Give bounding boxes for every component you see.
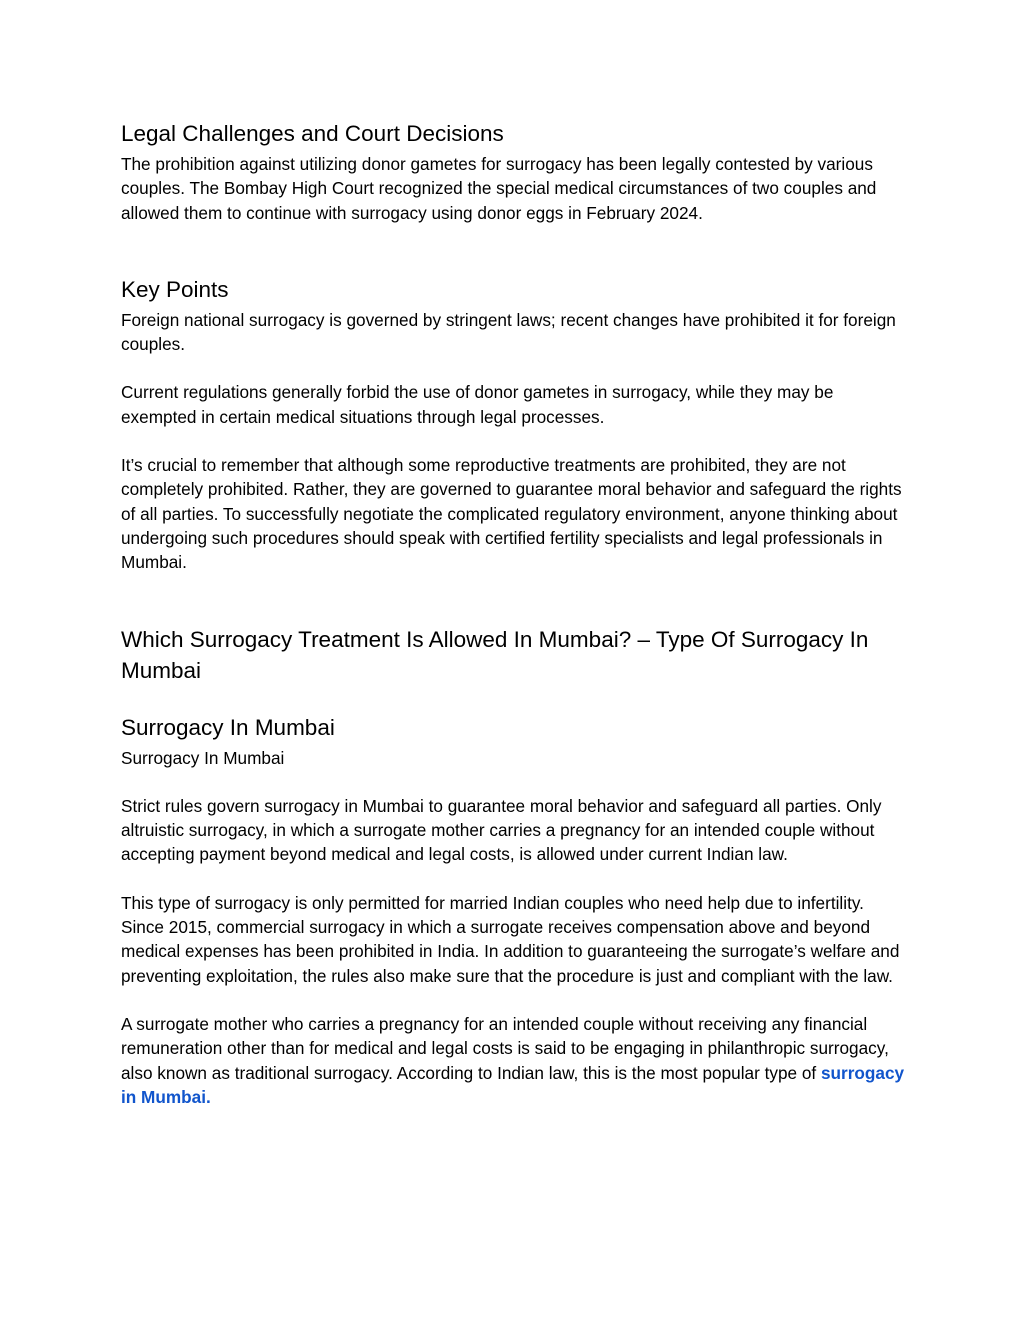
surrogacy-in-mumbai-link[interactable]: surrogacy in Mumbai. [121,1062,905,1107]
image-caption: Surrogacy In Mumbai [121,747,285,768]
paragraph-surrogacy-1: Strict rules govern surrogacy in Mumbai to guarantee moral behavior and safeguard all parties. Only altruistic surrogacy, in which a surrogate mother carries a pregnancy for an intended couple without accepting payment beyond medical and legal costs, is allowed under current Indian law. [121,795,882,865]
section-heading-key-points: Key Points [121,276,229,302]
paragraph-surrogacy-2: This type of surrogacy is only permitted for married Indian couples who need help due to infertility. Since 2015, commercial surrogacy in which a surrogate receives compensation above and beyond medical expenses has been prohibited in India. In addition to guaranteeing the surrogate’s welfare and preventing exploitation, the rules also make sure that the procedure is just and compliant with the law. [121,892,900,986]
section-heading-surrogacy-in-mumbai: Surrogacy In Mumbai [121,714,335,740]
section-heading-which-treatment: Which Surrogacy Treatment Is Allowed In Mumbai? – Type Of Surrogacy In Mumbai [121,626,869,683]
paragraph-surrogacy-3 [121,1012,911,1109]
paragraph-surrogacy-3-text: A surrogate mother who carries a pregnancy for an intended couple without receiving any financial remuneration other than for medical and legal costs is said to be engaging in philanthropic surrogacy, also known as traditional surrogacy. According to Indian law, this is the most popular type of [121,1013,889,1083]
paragraph-key-point-1: Foreign national surrogacy is governed by stringent laws; recent changes have prohibited it for foreign couples. [121,309,896,355]
paragraph-key-point-3: It’s crucial to remember that although some reproductive treatments are prohibited, they are not completely prohibited. Rather, they are governed to guarantee moral behavior and safeguard the rights of all parties. To successfully negotiate the complicated regulatory environment, anyone thinking about undergoing such procedures should speak with certified fertility specialists and legal professionals in Mumbai. [121,455,902,573]
paragraph-key-point-2: Current regulations generally forbid the use of donor gametes in surrogacy, while they may be exempted in certain medical situations through legal processes. [121,382,834,427]
section-heading-legal-challenges: Legal Challenges and Court Decisions [121,121,504,146]
document-page [121,118,911,1109]
paragraph-legal-challenges: The prohibition against utilizing donor gametes for surrogacy has been legally contested by various couples. The Bombay High Court recognized the special medical circumstances of two couples and allowed them to continue with surrogacy using donor eggs in February 2024. [121,154,877,223]
